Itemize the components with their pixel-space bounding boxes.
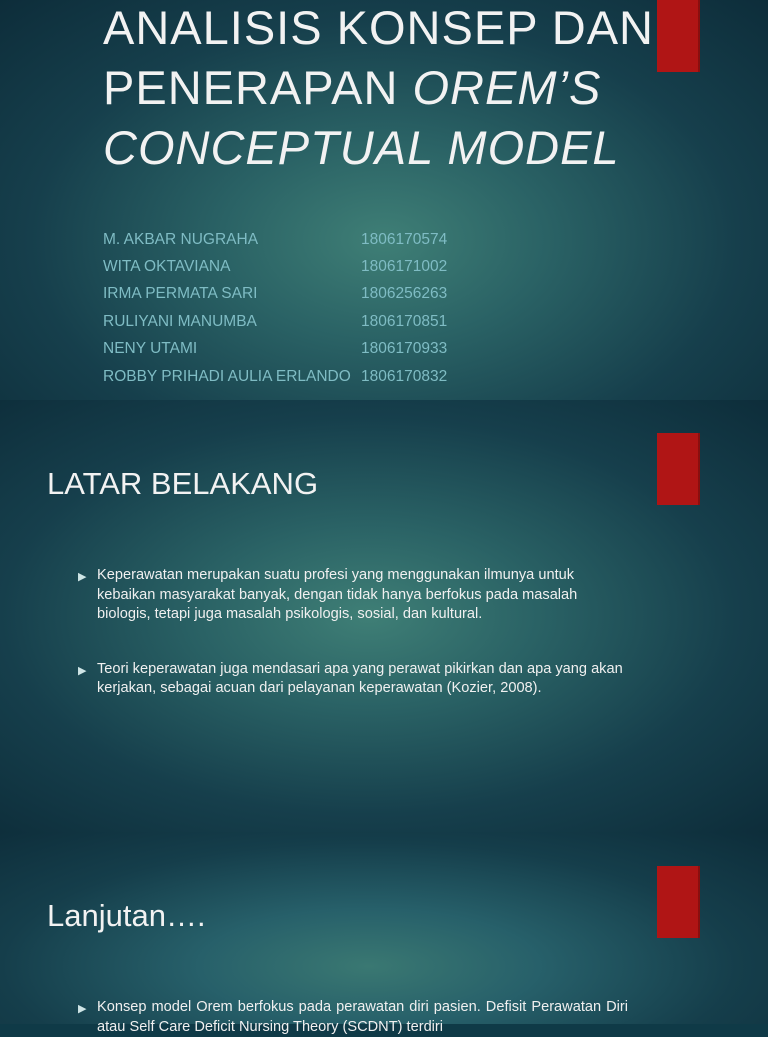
member-id: 1806171002 xyxy=(361,258,448,276)
slide-latar-belakang xyxy=(0,400,768,832)
member-name: ROBBY PRIHADI AULIA ERLANDO xyxy=(103,367,351,385)
title-line-2-italic: OREM’S xyxy=(412,61,602,114)
bullet-list xyxy=(78,566,623,699)
slide-heading: Lanjutan…. xyxy=(47,898,206,933)
bullet-list xyxy=(78,998,628,1037)
member-row xyxy=(103,336,447,363)
member-name: WITA OKTAVIANA xyxy=(103,258,231,276)
member-row xyxy=(103,363,447,390)
slide-heading: LATAR BELAKANG xyxy=(47,466,319,501)
list-item xyxy=(78,566,623,625)
member-row xyxy=(103,308,447,335)
title-line-1: ANALISIS KONSEP DAN xyxy=(103,1,654,54)
accent-bar xyxy=(657,0,700,72)
triangle-right-icon: ▶ xyxy=(78,664,87,677)
member-name: NENY UTAMI xyxy=(103,340,198,358)
member-id: 1806256263 xyxy=(361,285,448,303)
list-item xyxy=(78,660,623,699)
member-name: M. AKBAR NUGRAHA xyxy=(103,230,259,248)
member-list xyxy=(103,226,447,390)
member-id: 1806170832 xyxy=(361,367,448,385)
member-name: RULIYANI MANUMBA xyxy=(103,312,257,330)
accent-bar xyxy=(657,433,700,505)
accent-bar xyxy=(657,866,700,938)
title-line-3: CONCEPTUAL MODEL xyxy=(103,121,620,174)
member-row xyxy=(103,281,447,308)
slide-title-text xyxy=(103,0,654,178)
title-line-2: PENERAPAN xyxy=(103,61,413,114)
bullet-text: Keperawatan merupakan suatu profesi yang menggunakan ilmunya untuk kebaikan masyarakat banyak, dengan tidak hanya berfokus pada masalah biologis, tetapi juga masalah psikologis, sosial, dan kultural. xyxy=(97,567,578,622)
member-id: 1806170933 xyxy=(361,340,448,358)
bullet-text: Teori keperawatan juga mendasari apa yang perawat pikirkan dan apa yang akan kerjakan, sebagai acuan dari pelayanan keperawatan (Kozier, 2008). xyxy=(97,660,623,696)
slide-title xyxy=(0,0,768,400)
member-id: 1806170851 xyxy=(361,312,448,330)
triangle-right-icon: ▶ xyxy=(78,1003,87,1015)
member-id: 1806170574 xyxy=(361,230,448,248)
member-name: IRMA PERMATA SARI xyxy=(103,285,258,303)
member-row xyxy=(103,226,447,253)
list-item xyxy=(78,998,628,1037)
slide-lanjutan xyxy=(0,832,768,1035)
bullet-text: Konsep model Orem berfokus pada perawatan diri pasien. Defisit Perawatan Diri atau Self Care Deficit Nursing Theory (SCDNT) terdiri xyxy=(97,999,628,1035)
member-row xyxy=(103,253,447,280)
triangle-right-icon: ▶ xyxy=(78,571,87,583)
